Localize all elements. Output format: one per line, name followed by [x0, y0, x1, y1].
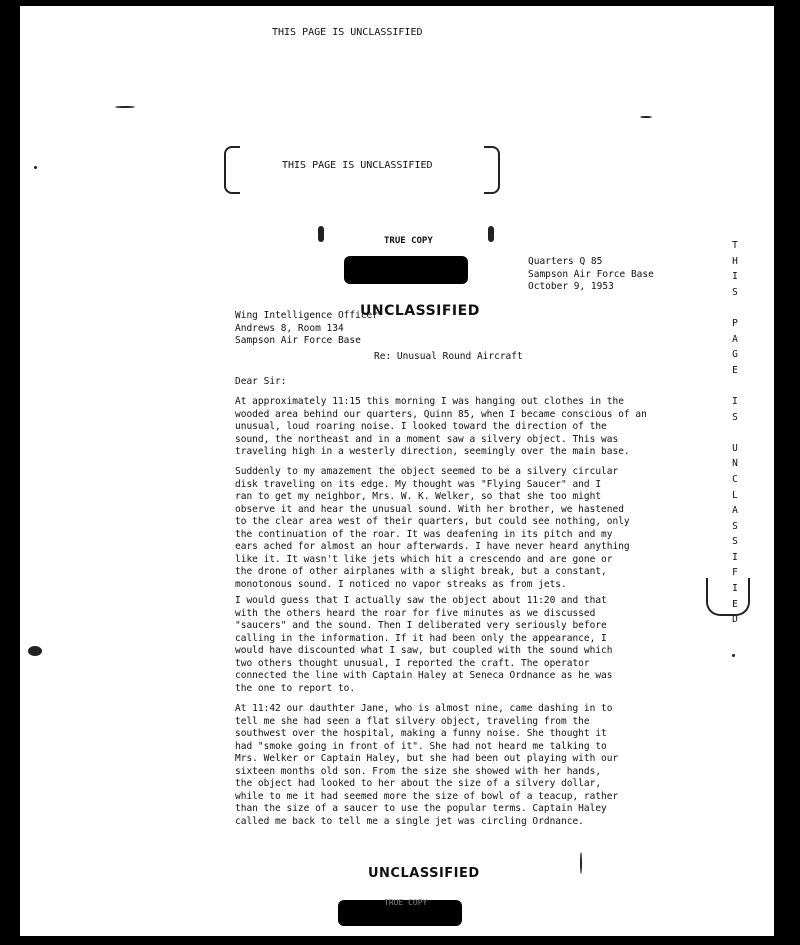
side-stamp-letter: S	[732, 520, 738, 532]
paragraph-3: I would guess that I actually saw the object about 11:20 and that with the others heard the roar for five minutes as we discussed "saucers" and the sound. Then I deliberated very seriously before calling in the information. If it had been only the appearance, I would have discounted what I saw, but coupled with the sound which two others thought unusual, I reported the craft. The operator connected the line with Captain Haley at Seneca Ordnance as he was the one to report to.	[235, 595, 613, 694]
side-stamp-letter: I	[732, 583, 738, 595]
side-stamp-letter	[728, 300, 742, 316]
header-top: THIS PAGE IS UNCLASSIFIED	[272, 27, 423, 38]
sender-address-line: Quarters Q 85	[528, 256, 603, 267]
paragraph-2: Suddenly to my amazement the object seemed to be a silvery circular disk traveling on its edge. My thought was "Flying Saucer" and I ran to get my neighbor, Mrs. W. K. Welker, so that she too might observe it and hear the unusual sound. With her brother, we hastened to the clear area west of their quarters, but could see nothing, only the continuation of the roar. It was deafening in its pitch and my ears ached for almost an hour afterwards. I have never heard anything like it. It wasn't like jets which hit a crescendo and are gone or the drone of other airplanes with a slight break, but a constant, monotonous sound. I noticed no vapor streaks as from jets.	[235, 466, 630, 590]
true-copy-label: TRUE COPY	[384, 236, 433, 246]
unclassified-stamp: UNCLASSIFIED	[360, 303, 480, 319]
recipient-line: Andrews 8, Room 134	[235, 322, 344, 334]
side-stamp-letter: G	[732, 349, 738, 361]
side-stamp-letter	[728, 378, 742, 394]
recipient-line: Sampson Air Force Base	[235, 335, 361, 346]
speck	[580, 852, 582, 874]
recipient-block	[235, 310, 378, 348]
salutation: Dear Sir:	[235, 376, 287, 387]
re-line: Re: Unusual Round Aircraft	[374, 351, 523, 362]
side-stamp-letter: S	[732, 411, 738, 423]
side-stamp-letter: I	[732, 271, 738, 283]
header-bracket-right	[484, 146, 500, 194]
paragraph-1: At approximately 11:15 this morning I was hanging out clothes in the wooded area behind our quarters, Quinn 85, when I became conscious of an unusual, loud roaring noise. I looked toward the direction of the sound, the northeast and in a moment saw a silvery object. This was traveling high in a westerly direction, seemingly over the main base.	[235, 396, 647, 457]
side-stamp-letter: S	[732, 286, 738, 298]
side-stamp-bracket	[706, 578, 750, 616]
side-stamp-letter: L	[732, 489, 738, 501]
side-stamp-letter: D	[732, 614, 738, 626]
side-unclassified-stamp	[728, 238, 742, 628]
side-stamp-letter: N	[732, 458, 738, 470]
speck	[732, 654, 735, 657]
side-stamp-letter: A	[732, 505, 738, 517]
punch-mark-right	[488, 226, 494, 242]
sender-address	[528, 256, 654, 294]
unclassified-stamp-bottom: UNCLASSIFIED	[368, 866, 480, 881]
recipient-line: Wing Intelligence Officer	[235, 310, 378, 321]
sender-address-line: Sampson Air Force Base	[528, 268, 654, 280]
speck	[115, 106, 135, 108]
side-stamp-letter: I	[732, 551, 738, 563]
side-stamp-letter	[728, 425, 742, 441]
document-page	[20, 6, 774, 936]
side-stamp-letter: U	[732, 442, 738, 454]
speck	[640, 116, 652, 118]
punch-mark-left	[318, 226, 324, 242]
sender-address-line: October 9, 1953	[528, 281, 614, 292]
speck	[34, 166, 37, 169]
redaction-block-top	[344, 256, 468, 284]
side-stamp-letter: C	[732, 473, 738, 485]
side-stamp-letter: I	[732, 395, 738, 407]
header-bracket-left	[224, 146, 240, 194]
footer-partial-text: TRUE COPY	[384, 898, 428, 907]
side-stamp-letter: F	[732, 567, 738, 579]
speck	[28, 646, 42, 656]
side-stamp-letter: A	[732, 333, 738, 345]
side-stamp-letter: E	[732, 598, 738, 610]
side-stamp-letter: P	[732, 317, 738, 329]
side-stamp-letter: E	[732, 364, 738, 376]
header-boxed: THIS PAGE IS UNCLASSIFIED	[282, 160, 433, 171]
side-stamp-letter: H	[732, 255, 738, 267]
paragraph-4: At 11:42 our dauthter Jane, who is almost nine, came dashing in to tell me she had seen a flat silvery object, traveling from the southwest over the hospital, making a funny noise. She thought it had "smoke going in front of it". She had not heard me talking to Mrs. Welker or Captain Haley, but she had been out playing with our sixteen months old son. From the size she showed with her hands, the object had looked to her about the size of a silvery dollar, while to me it had seemed more the size of bowl of a teacup, rather than the size of a saucer to use the popular terms. Captain Haley called me back to tell me a single jet was circling Ordnance.	[235, 703, 619, 827]
side-stamp-letter: T	[732, 240, 738, 251]
side-stamp-letter: S	[732, 536, 738, 548]
